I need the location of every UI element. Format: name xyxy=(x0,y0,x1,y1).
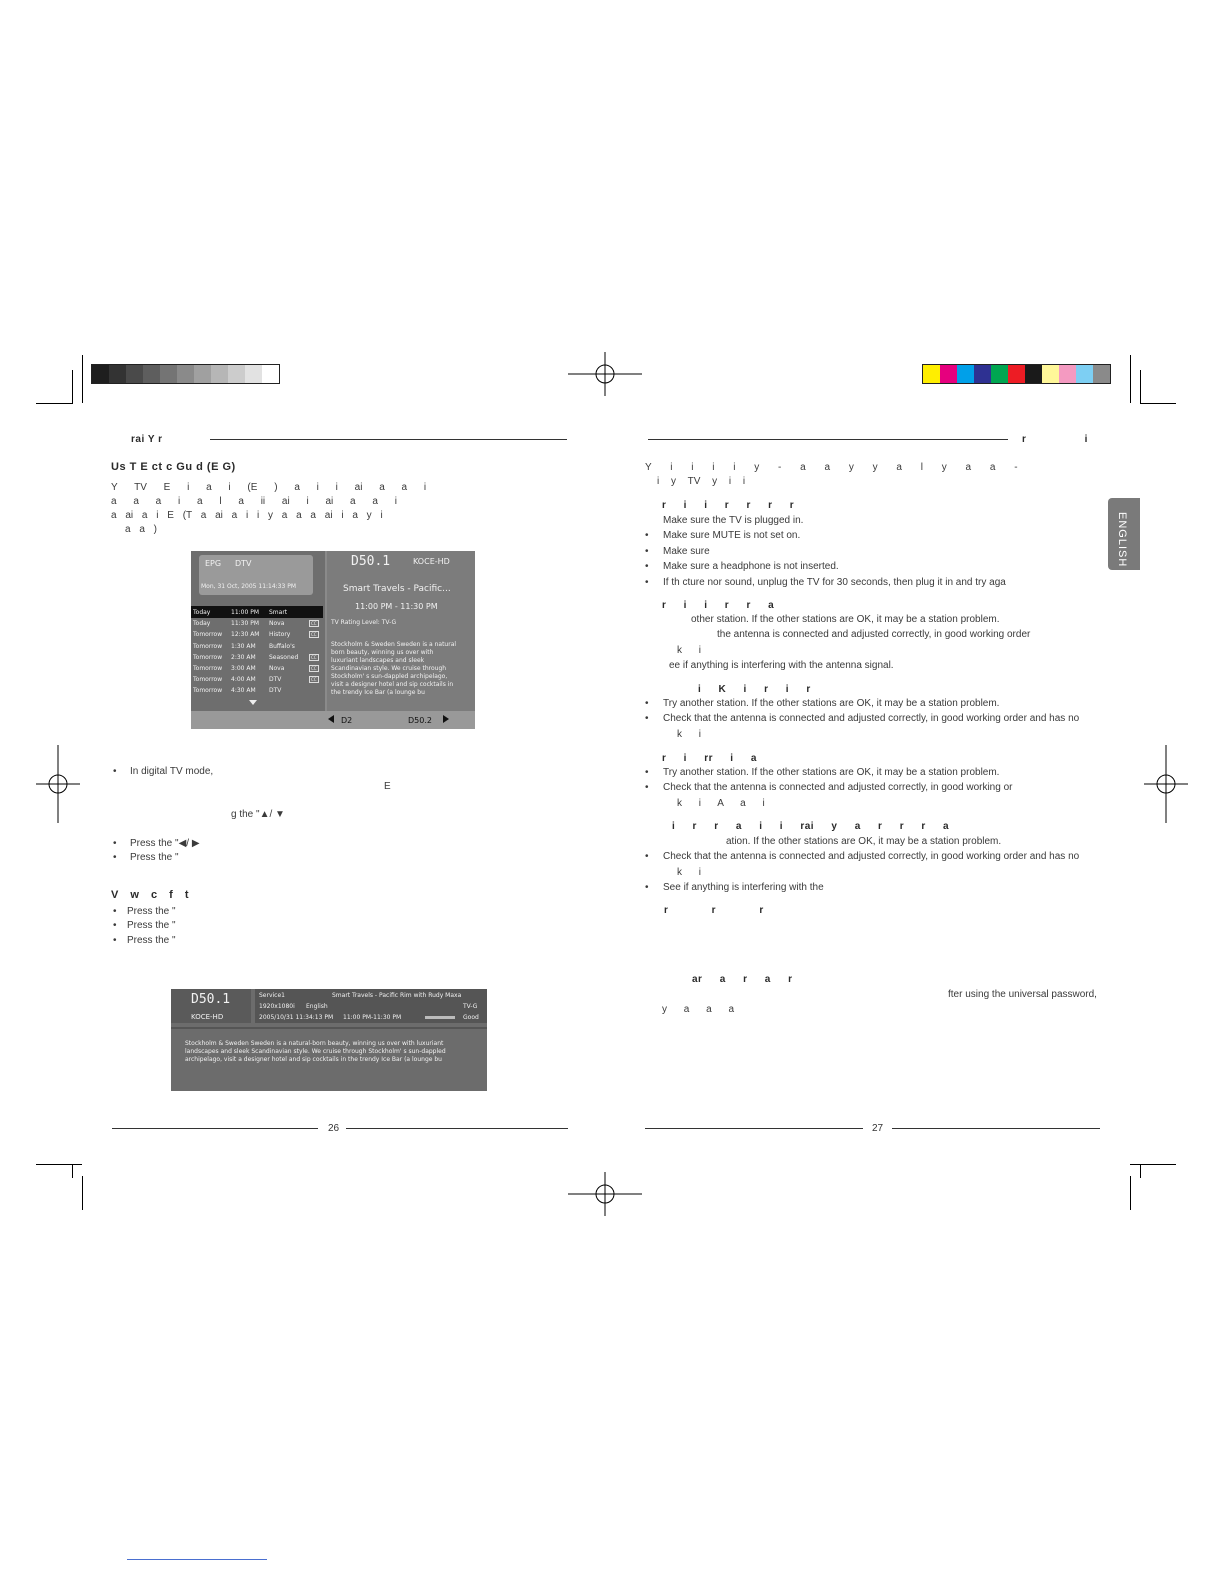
footer-rule xyxy=(892,1128,1100,1129)
schedule-time: 11:00 PM xyxy=(231,609,259,616)
body-line: Make sure xyxy=(663,545,710,557)
section-title: r r r xyxy=(664,905,764,916)
footer-rule xyxy=(112,1128,318,1129)
info-datetime: 2005/10/31 11:34:13 PM xyxy=(259,1014,334,1021)
color-swatch xyxy=(1093,365,1110,383)
schedule-time: 12:30 AM xyxy=(231,631,260,639)
closed-caption-badge: CC xyxy=(311,677,317,683)
intro-line: Y i i i i y - a a y y a l y a a - xyxy=(645,462,1018,473)
intro-line: i y TV y i i xyxy=(657,476,746,487)
body-line: ation. If the other stations are OK, it may be a station problem. xyxy=(726,836,1002,847)
section-title: V w c f t xyxy=(111,889,190,901)
signal-strength-bar xyxy=(425,1016,455,1019)
body-line: Make sure MUTE is not set on. xyxy=(663,530,801,542)
nav-instruction: g the "▲/ ▼ xyxy=(231,809,285,820)
description-line: Stockholm & Sweden Sweden is a natural xyxy=(331,641,457,648)
body-line: ee if anything is interfering with the antenna signal. xyxy=(669,660,894,672)
intro-line: a a ) xyxy=(125,524,158,535)
color-swatch xyxy=(1008,365,1025,383)
schedule-title: DTV xyxy=(269,687,282,695)
program-info-screenshot xyxy=(171,989,487,1091)
page-header: r i xyxy=(1022,434,1088,445)
closed-caption-badge: CC xyxy=(311,654,317,660)
schedule-row[interactable] xyxy=(191,664,323,674)
registration-mark-icon xyxy=(568,1172,642,1216)
bullet-text: Press the " xyxy=(127,920,176,931)
closed-caption-badge: CC xyxy=(311,666,317,671)
schedule-title: DTV xyxy=(269,676,282,684)
info-program: Smart Travels - Pacific Rim with Rudy Maxa xyxy=(332,992,462,999)
intro-line: a ai a i E (T a ai a i i y a a a ai i a y i xyxy=(111,510,383,521)
bullet-text: In digital TV mode, xyxy=(130,766,214,777)
schedule-row[interactable] xyxy=(191,619,323,629)
resolution: 1920x1080i xyxy=(259,1003,295,1010)
language-tab-label: ENGLISH xyxy=(1116,512,1128,568)
body-line: Make sure a headphone is not inserted. xyxy=(663,561,839,573)
schedule-title: Smart xyxy=(269,609,288,616)
footer-rule xyxy=(346,1128,568,1129)
schedule-day: Today xyxy=(193,609,211,616)
registration-mark-icon xyxy=(36,745,80,823)
description-line: the trendy Ice Bar (a lounge bu xyxy=(331,689,425,696)
gray-swatch xyxy=(177,365,194,383)
scroll-down-icon[interactable] xyxy=(249,700,257,705)
color-swatch xyxy=(991,365,1008,383)
description-line: Stockholm & Sweden Sweden is a natural-born beauty, winning us over with luxuriant xyxy=(185,1040,444,1047)
channel-number: D50.1 xyxy=(351,554,391,569)
schedule-title: Buffalo's xyxy=(269,642,295,650)
grayscale-calibration-bar xyxy=(91,364,280,384)
rating-level: TV Rating Level: TV-G xyxy=(331,619,397,626)
registration-mark-icon xyxy=(568,352,642,396)
gray-swatch xyxy=(194,365,211,383)
body-line: Check that the antenna is connected and adjusted correctly, in good working order and has no xyxy=(663,851,1080,863)
body-line: Try another station. If the other stations are OK, it may be a station problem. xyxy=(663,767,1000,778)
schedule-day: Tomorrow xyxy=(193,631,223,639)
audio-language: English xyxy=(306,1003,328,1010)
schedule-day: Today xyxy=(193,620,211,628)
info-rating: TV-G xyxy=(463,1003,478,1010)
color-swatch xyxy=(940,365,957,383)
schedule-time: 3:00 AM xyxy=(231,665,256,672)
body-line: Check that the antenna is connected and adjusted correctly, in good working order and has no xyxy=(663,713,1080,725)
registration-mark-icon xyxy=(1144,745,1188,823)
gray-swatch xyxy=(228,365,245,383)
description-line: archipelago, visit a designer hotel and sip cocktails in the trendy Ice Bar (a lounge bu xyxy=(185,1056,442,1063)
bullet-text: Press the " xyxy=(127,935,176,946)
description-line: born beauty, winning us over with xyxy=(331,649,434,656)
schedule-time: 1:30 AM xyxy=(231,642,256,650)
body-line: fter using the universal password, xyxy=(948,989,1097,1000)
info-station: KOCE-HD xyxy=(191,1013,224,1021)
next-channel-icon[interactable] xyxy=(443,715,449,723)
intro-line: a a a i a l a ii ai i ai a a i xyxy=(111,496,397,507)
description-line: visit a designer hotel and sip cocktails in xyxy=(331,681,454,688)
color-swatch xyxy=(1059,365,1076,383)
schedule-day: Tomorrow xyxy=(193,676,223,684)
body-line: See if anything is interfering with the xyxy=(663,882,824,894)
section-title: r i i r r r r xyxy=(662,500,795,511)
epg-date: Mon, 31 Oct, 2005 11:14:33 PM xyxy=(201,583,297,590)
gray-swatch xyxy=(143,365,160,383)
intro-line: Y TV E i a i (E ) a i i ai a a i xyxy=(111,482,427,493)
closed-caption-badge: CC xyxy=(311,632,317,638)
page-header: rai Y r xyxy=(131,434,163,445)
schedule-title: Nova xyxy=(269,620,285,628)
schedule-row[interactable] xyxy=(191,608,323,618)
gray-swatch xyxy=(109,365,126,383)
section-title: i K i r i r xyxy=(698,684,811,695)
body-line: other station. If the other stations are OK, it may be a station problem. xyxy=(691,614,1000,625)
section-title: r i rr i a xyxy=(662,753,757,764)
body-line: k i A a i xyxy=(677,797,765,809)
section-title: ar a r a r xyxy=(692,974,793,985)
color-swatch xyxy=(923,365,940,383)
description-line: Stockholm' s sun-dappled archipelago, xyxy=(331,673,448,680)
color-calibration-bar xyxy=(922,364,1111,384)
service-name: Service1 xyxy=(259,992,285,999)
info-time-range: 11:00 PM-11:30 PM xyxy=(343,1014,402,1021)
color-swatch xyxy=(1042,365,1059,383)
header-rule xyxy=(648,439,1008,440)
schedule-day: Tomorrow xyxy=(193,642,223,650)
gray-swatch xyxy=(160,365,177,383)
section-title: i r r a i i rai y a r r r a xyxy=(672,821,950,832)
schedule-day: Tomorrow xyxy=(193,665,223,672)
body-line: y a a a xyxy=(662,1004,735,1015)
page-number: 26 xyxy=(328,1123,340,1134)
body-line: Make sure the TV is plugged in. xyxy=(663,515,804,526)
schedule-time: 2:30 AM xyxy=(231,653,256,661)
color-swatch xyxy=(1076,365,1093,383)
description-line: luxuriant landscapes and sleek xyxy=(331,657,425,664)
schedule-row[interactable] xyxy=(191,653,323,663)
prev-channel-icon[interactable] xyxy=(328,715,334,723)
schedule-day: Tomorrow xyxy=(193,687,223,695)
section-title: r i i r r a xyxy=(662,600,775,611)
bullet-text: Press the "◀/ ▶ xyxy=(130,838,200,849)
bullet-text: E xyxy=(384,781,391,792)
bullet-text: Press the " xyxy=(127,906,176,917)
prev-channel[interactable]: D2 xyxy=(341,716,353,725)
schedule-row[interactable] xyxy=(191,642,323,652)
color-swatch xyxy=(974,365,991,383)
gray-swatch xyxy=(262,365,279,383)
signal-quality: Good xyxy=(463,1014,479,1021)
schedule-row[interactable] xyxy=(191,675,323,685)
bullet-text: Press the " xyxy=(130,852,179,863)
schedule-row[interactable] xyxy=(191,630,323,640)
body-line: the antenna is connected and adjusted correctly, in good working order xyxy=(717,629,1031,641)
page-number: 27 xyxy=(872,1123,884,1134)
epg-screenshot xyxy=(191,551,475,729)
body-line: k i xyxy=(677,644,701,656)
body-line: Try another station. If the other stations are OK, it may be a station problem. xyxy=(663,698,1000,709)
description-line: landscapes and sleek Scandinavian style. We cruise through Stockholm' s sun-dappled xyxy=(185,1048,446,1055)
program-time: 11:00 PM - 11:30 PM xyxy=(355,602,438,611)
header-rule xyxy=(210,439,567,440)
program-title: Smart Travels - Pacific... xyxy=(343,584,451,594)
closed-caption-badge: CC xyxy=(311,621,317,627)
color-swatch xyxy=(957,365,974,383)
description-line: Scandinavian style. We cruise through xyxy=(331,665,447,672)
body-line: Check that the antenna is connected and adjusted correctly, in good working or xyxy=(663,782,1013,794)
gray-swatch xyxy=(92,365,109,383)
gray-swatch xyxy=(211,365,228,383)
schedule-title: History xyxy=(269,631,291,639)
schedule-row[interactable] xyxy=(191,686,323,696)
schedule-title: Nova xyxy=(269,665,285,672)
body-line: k i xyxy=(677,728,701,740)
body-line: k i xyxy=(677,866,701,878)
epg-tab: EPG xyxy=(205,559,222,568)
info-channel: D50.1 xyxy=(191,992,231,1007)
dtv-tab: DTV xyxy=(235,559,252,568)
station-name: KOCE-HD xyxy=(413,557,450,566)
footer-rule xyxy=(645,1128,863,1129)
decorative-link-underline xyxy=(127,1559,267,1560)
color-swatch xyxy=(1025,365,1042,383)
language-tab xyxy=(1108,498,1140,570)
schedule-time: 4:00 AM xyxy=(231,676,256,684)
schedule-time: 11:30 PM xyxy=(231,620,259,628)
section-title: Us T E ct c Gu d (E G) xyxy=(111,461,236,473)
schedule-title: Seasoned xyxy=(269,653,299,661)
schedule-time: 4:30 AM xyxy=(231,687,256,695)
gray-swatch xyxy=(126,365,143,383)
schedule-day: Tomorrow xyxy=(193,653,223,661)
next-channel[interactable]: D50.2 xyxy=(408,716,432,725)
body-line: If th cture nor sound, unplug the TV for 30 seconds, then plug it in and try aga xyxy=(663,576,1006,588)
gray-swatch xyxy=(245,365,262,383)
